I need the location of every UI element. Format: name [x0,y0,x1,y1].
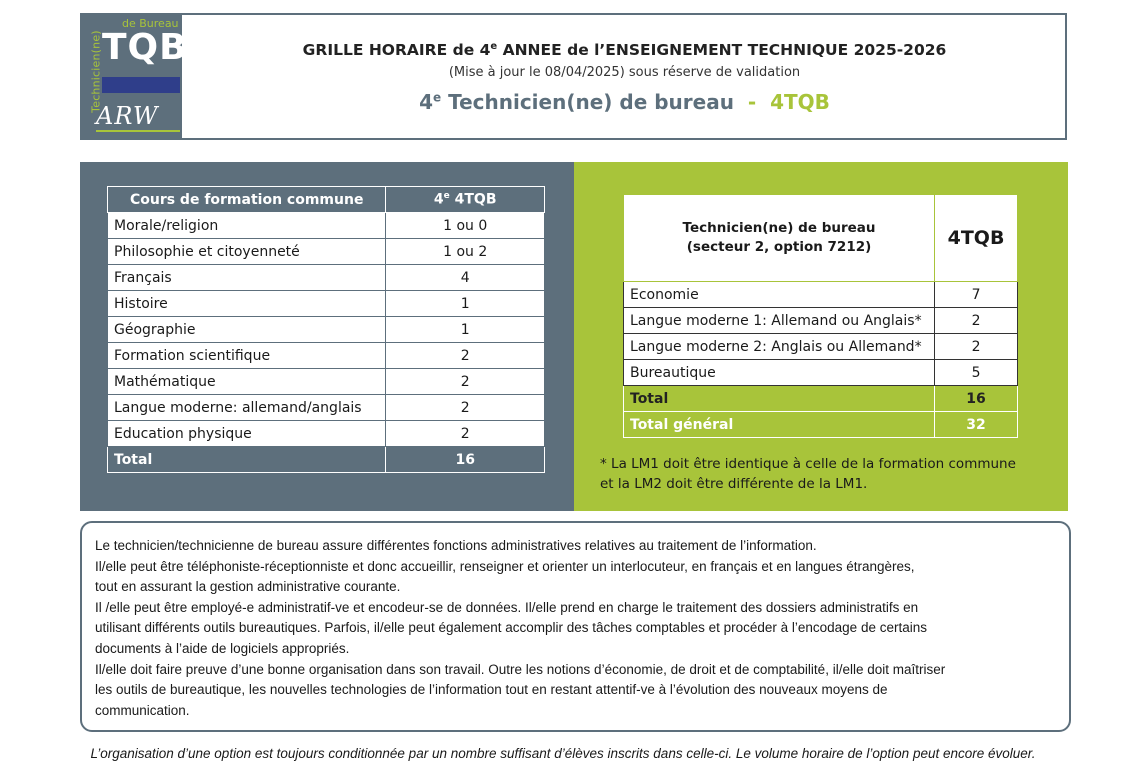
course-label: Géographie [108,317,386,343]
course-label: Philosophie et citoyenneté [108,239,386,265]
option-courses-table [623,194,1018,438]
logo-big-text: TQB [102,27,188,68]
description-line: communication. [95,702,190,718]
course-hours: 4 [386,265,545,291]
table-row [108,343,545,369]
header-box [80,13,1067,140]
option-courses-panel [574,162,1068,511]
total-row [624,386,1018,412]
course-hours: 2 [935,308,1018,334]
table-row [108,369,545,395]
option-header-title: Technicien(ne) de bureau (secteur 2, option 7212) [624,195,935,282]
program-title: 4e Technicien(ne) de bureau - 4TQB [419,90,830,114]
table-row [108,291,545,317]
description-line: les outils de bureautique, les nouvelles technologies de l’information tout en restant attentif-ve à l’évolution des nouveaux moyens de [95,682,888,698]
table-row [624,334,1018,360]
table-row [108,239,545,265]
course-hours: 1 ou 2 [386,239,545,265]
course-hours: 2 [386,369,545,395]
table-row [624,360,1018,386]
table-row [108,317,545,343]
logo-vertical-text: Technicien(ne) [89,30,103,113]
course-hours: 5 [935,360,1018,386]
course-label: Langue moderne 1: Allemand ou Anglais* [624,308,935,334]
table-row [624,282,1018,308]
course-label: Langue moderne: allemand/anglais [108,395,386,421]
course-hours: 7 [935,282,1018,308]
grand-total-row [624,412,1018,438]
logo-bottom-text: ARW [96,102,159,130]
program-code: 4TQB [770,90,830,114]
course-label: Education physique [108,421,386,447]
total-label: Total [108,447,386,473]
course-label: Mathématique [108,369,386,395]
table-row [108,213,545,239]
course-hours: 2 [386,343,545,369]
course-label: Langue moderne 2: Anglais ou Allemand* [624,334,935,360]
description-line: utilisant différents outils bureautiques. Parfois, il/elle peut également accomplir des tâches comptables et procéder à l’encodage de certains [95,620,927,636]
course-label: Français [108,265,386,291]
course-label: Economie [624,282,935,308]
total-label: Total [624,386,935,412]
course-label: Morale/religion [108,213,386,239]
common-courses-table [107,186,545,473]
course-hours: 2 [386,395,545,421]
grand-total-value: 32 [935,412,1018,438]
description-text [95,536,1060,721]
logo-underline [96,130,180,132]
tqb-logo [82,15,188,138]
footnote-line: et la LM2 doit être différente de la LM1. [600,476,868,492]
total-value: 16 [386,447,545,473]
total-row [108,447,545,473]
course-hours: 1 ou 0 [386,213,545,239]
table-row [624,308,1018,334]
description-line: documents à l’aide de logiciels appropriés. [95,640,350,656]
page-title: GRILLE HORAIRE de 4e ANNEE de l’ENSEIGNEMENT TECHNIQUE 2025-2026 [302,41,947,60]
total-value: 16 [935,386,1018,412]
description-line: Le technicien/technicienne de bureau assure différentes fonctions administratives relatives au traitement de l’information. [95,538,817,553]
course-hours: 2 [386,421,545,447]
table-row [108,421,545,447]
description-line: tout en assurant la gestion administrative courante. [95,579,401,595]
grand-total-label: Total général [624,412,935,438]
description-box [80,521,1071,732]
course-hours: 2 [935,334,1018,360]
common-courses-panel [80,162,574,511]
description-line: Il/elle doit faire preuve d’une bonne organisation dans son travail. Outre les notions d’économie, de droit et de comptabilité, il/elle doit maîtriser [95,661,946,677]
logo-bar [102,77,180,93]
table-header-row [108,187,545,213]
logo-small-text: de Bureau [122,17,179,30]
course-label: Bureautique [624,360,935,386]
description-line: Il /elle peut être employé-e administratif-ve et encodeur-se de données. Il/elle prend en charge le traitement des dossiers administratifs en [95,599,919,615]
course-hours: 1 [386,291,545,317]
language-footnote [600,454,1050,494]
column-header-class: 4e 4TQB [386,187,545,213]
course-label: Histoire [108,291,386,317]
option-header-code: 4TQB [935,195,1018,282]
column-header-courses: Cours de formation commune [108,187,386,213]
table-row [108,395,545,421]
bottom-disclaimer: L’organisation d’une option est toujours conditionnée par un nombre suffisant d’élèves inscrits dans celle-ci. Le volume horaire de l’option peut encore évoluer. [90,746,1036,761]
course-label: Formation scientifique [108,343,386,369]
footnote-line: * La LM1 doit être identique à celle de la formation commune [600,456,1016,472]
course-hours: 1 [386,317,545,343]
page-subtitle: (Mise à jour le 08/04/2025) sous réserve de validation [448,65,801,80]
description-line: Il/elle peut être téléphoniste-réceptionniste et donc accueillir, renseigner et orienter un interlocuteur, en français et en langues étrangères, [95,558,915,574]
table-row [108,265,545,291]
table-header-row [624,195,1018,282]
